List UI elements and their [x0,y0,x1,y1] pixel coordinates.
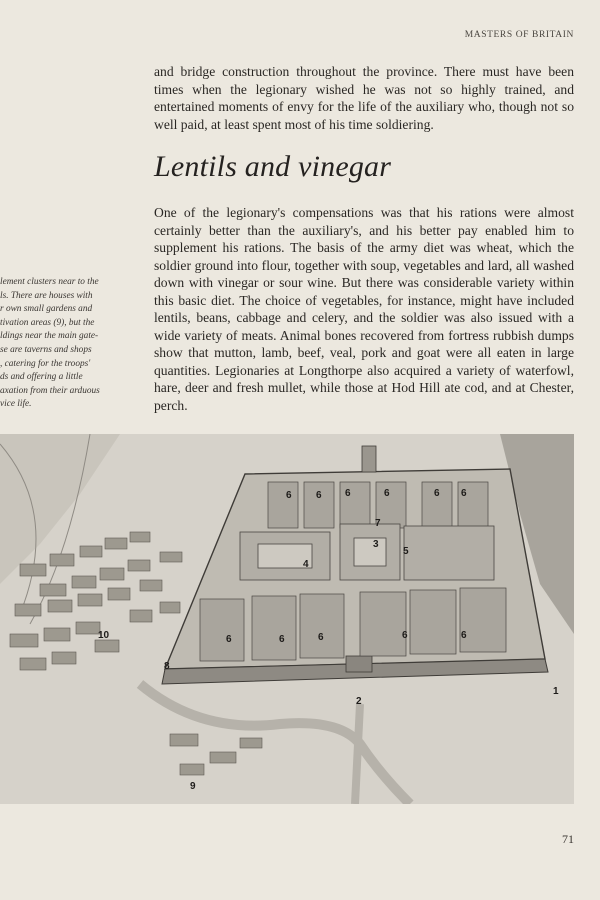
running-header: MASTERS OF BRITAIN [464,30,574,40]
label-6: 6 [279,634,285,645]
caption-line: lement clusters near to the [0,277,99,287]
caption-line: axation from their arduous [0,385,100,396]
label-7: 7 [375,518,381,529]
label-2: 2 [356,696,362,707]
page-number: 71 [562,832,574,846]
label-6: 6 [434,488,440,499]
label-6: 6 [316,490,322,501]
label-6: 6 [286,490,292,501]
caption-line: tivation areas (9), but the [0,317,95,328]
label-6: 6 [461,488,467,499]
fortress-drawing [0,434,574,804]
label-9: 9 [190,781,196,792]
caption-line: r own small gardens and [0,304,93,315]
north-gate [362,446,376,472]
label-3: 3 [373,539,379,550]
label-6: 6 [318,632,324,643]
south-gate [346,656,372,672]
label-6: 6 [345,488,351,499]
section-paragraph: One of the legionary's compensations was that his rations were almost certainly better than the auxiliary's, and his better pay enabled him to supplement his rations. The basis of the army diet was wheat, which the soldier ground into flour, together with soup, vegetables and lard, all washed down with vinegar or sour wine. But there was considerable variety within this basic diet. The choice of vegetables, for instance, might have included lentils, beans, cabbage and celery, and the soldier was also issued with a wide variety of meats. Animal bones recovered from fortress rubbish dumps show that mutton, lamb, beef, veal, pork and goat were all eaten in large quantities. Legionaries at Longthorpe also acquired a variety of waterfowl, hare, deer and fresh mullet, while those at Hod Hill ate cod, and at Chester, perch. [154,205,574,414]
label-10: 10 [98,630,110,641]
label-8: 8 [164,661,170,672]
road [355,704,360,804]
caption-line: ds and offering a little [0,372,83,383]
intro-paragraph: and bridge construction throughout the province. There must have been times when the legionary wished he was not so highly trained, and entertained moments of envy for the life of the auxiliary who, though not so well paid, at least spent most of his time soldiering. [154,64,574,132]
label-6: 6 [226,634,232,645]
fortress-illustration [0,434,574,804]
caption-line: se are taverns and shops [0,344,92,355]
caption-line: vice life. [0,399,32,410]
label-4: 4 [303,559,309,570]
label-5: 5 [403,546,409,557]
figure-caption [0,276,132,412]
label-6: 6 [461,630,467,641]
central-buildings [240,524,494,580]
caption-line: ldings near the main gate- [0,331,99,342]
section-heading: Lentils and vinegar [154,150,392,183]
label-1: 1 [553,686,559,697]
caption-line: , catering for the troops' [0,358,91,369]
label-6: 6 [384,488,390,499]
caption-line: ls. There are houses with [0,290,93,301]
label-6: 6 [402,630,408,641]
